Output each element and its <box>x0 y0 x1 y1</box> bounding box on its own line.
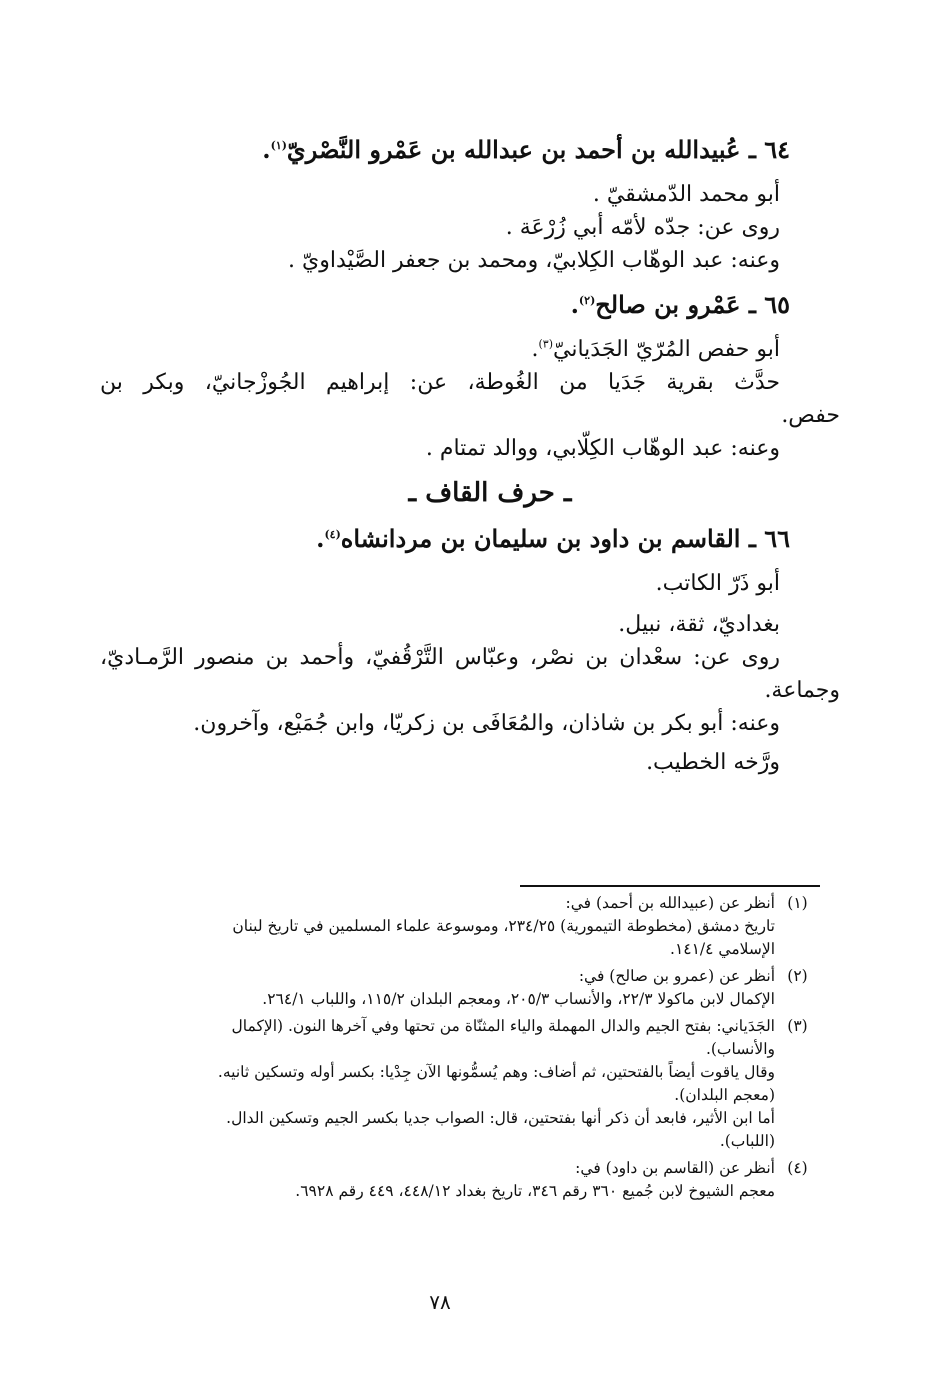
entry-64-line-2: روى عن: جدّه لأمّه أبي زُرْعَة . <box>505 215 780 240</box>
footnote-line: تاريخ دمشق (مخطوطة التيمورية) ٢٣٤/٢٥، وموسوعة علماء المسلمين في تاريخ لبنان <box>232 917 775 935</box>
footnote-2 <box>100 965 820 1011</box>
footnote-3 <box>100 1015 820 1153</box>
footnote-body <box>100 1015 775 1153</box>
footnote-body <box>100 965 775 1011</box>
footnote-number: (١) <box>787 894 808 912</box>
footnote-line: (اللباب). <box>719 1132 775 1150</box>
footnote-line: أنظر عن (عمرو بن صالح) في: <box>578 967 775 985</box>
footnote-line: أنظر عن (القاسم بن داود) في: <box>575 1159 775 1177</box>
footnote-line: الإكمال لابن ماكولا ٢٢/٣، والأنساب ٢٠٥/٣، ومعجم البلدان ١١٥/٢، واللباب ٢٦٤/١. <box>262 990 775 1008</box>
entry-66-line-1: أبو ذَرّ الكاتب. <box>655 571 780 596</box>
entry-65-title <box>100 285 790 325</box>
footnote-ref-3[interactable]: (٣) <box>538 337 553 351</box>
footnote-4 <box>100 1157 820 1203</box>
entry-66-line-2: بغداديّ، ثقة، نبيل. <box>618 612 780 637</box>
entry-64-name: ٦٤ ـ عُبيدالله بن أحمد بن عبدالله بن عَمْرو النَّصْريّ <box>286 135 790 164</box>
footnote-number: (٤) <box>787 1159 808 1177</box>
footnote-line: والأنساب). <box>705 1040 775 1058</box>
entry-64-line-3: وعنه: عبد الوهّاب الكِلابيّ، ومحمد بن جعفر الصَّيْداويّ . <box>288 248 780 273</box>
entry-66-title <box>100 519 790 559</box>
entry-65-line-2: حدَّث بقرية جَدَيا من الغُوطة، عن: إبراهيم الجُوزْجانيّ، وبكر بن <box>100 370 780 395</box>
footnote-line: (معجم البلدان). <box>674 1086 775 1104</box>
footnote-line: الجَدَياني: بفتح الجيم والدال المهملة والياء المثنّاة من تحتها وفي آخرها النون. (الإكمال <box>231 1017 775 1035</box>
entry-65-line-1-end: . <box>531 337 539 362</box>
footnote-ref-2[interactable]: (٢) <box>578 294 596 307</box>
entry-65-line-1 <box>100 333 780 366</box>
footnote-line: أما ابن الأثير، فابعد أن ذكر أنها بفتحتين، قال: الصواب جديا بكسر الجيم وتسكين الدال. <box>226 1109 775 1127</box>
footnote-line: معجم الشيوخ لابن جُميع ٣٦٠ رقم ٣٤٦، تاريخ بغداد ٤٤٨/١٢، ٤٤٩ رقم ٦٩٢٨. <box>295 1182 775 1200</box>
footnote-body <box>100 1157 775 1203</box>
entry-65-line-3: وعنه: عبد الوهّاب الكِلّابي، ووالد تمتام . <box>425 436 780 461</box>
footnote-divider <box>520 885 820 887</box>
footnotes <box>100 892 820 1207</box>
entry-66-line-5: ورَّخه الخطيب. <box>646 750 780 775</box>
entry-66-line-4: وعنه: أبو بكر بن شاذان، والمُعَافَى بن زكريّا، وابن جُمَيْع، وآخرون. <box>193 711 780 736</box>
entry-66-name: ٦٦ ـ القاسم بن داود بن سليمان بن مردانشاه <box>340 524 790 553</box>
footnote-line: أنظر عن (عبيدالله بن أحمد) في: <box>565 894 775 912</box>
footnote-1 <box>100 892 820 961</box>
main-text <box>100 130 840 779</box>
entry-65-line-2-cont: حفص. <box>781 403 840 428</box>
entry-64-title-end: . <box>262 135 271 164</box>
footnote-number: (٣) <box>787 1017 808 1035</box>
footnote-number: (٢) <box>787 967 808 985</box>
entry-65-name: ٦٥ ـ عَمْرو بن صالح <box>595 290 790 319</box>
entry-66-title-end: . <box>316 524 325 553</box>
footnote-ref-1[interactable]: (١) <box>270 139 287 152</box>
page-number: ٧٨ <box>429 1290 451 1314</box>
section-header: ـ حرف القاف ـ <box>408 478 572 508</box>
entry-66-line-3-cont: وجماعة. <box>764 678 840 703</box>
entry-65-title-end: . <box>570 290 579 319</box>
footnote-ref-4[interactable]: (٤) <box>324 528 341 541</box>
footnote-body <box>100 892 775 961</box>
entry-64-title <box>100 130 790 170</box>
footnote-line: الإسلامي ١٤١/٤. <box>670 940 775 958</box>
entry-66-line-3: روى عن: سعْدان بن نصْر، وعبّاس التَّرْقُفيّ، وأحمد بن منصور الرَّمـاديّ، <box>100 645 780 670</box>
entry-64-line-1: أبو محمد الدّمشقيّ . <box>592 182 780 207</box>
entry-65-kunya: أبو حفص المُرّيّ الجَدَيانيّ <box>552 337 780 362</box>
footnote-line: وقال ياقوت أيضاً بالفتحتين، ثم أضاف: وهم يُسمُّونها الآن جِدْيا: بكسر أوله وتسكين ثانيه. <box>217 1063 775 1081</box>
